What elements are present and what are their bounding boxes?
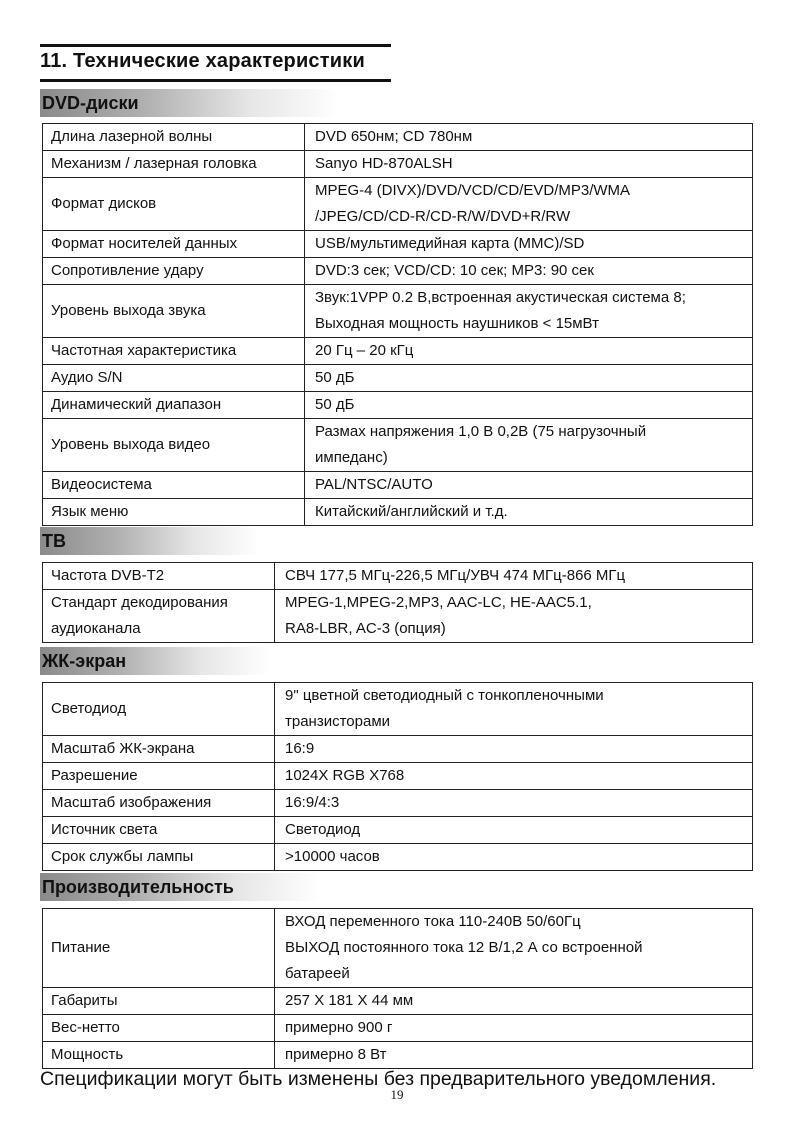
- table-row: [43, 258, 753, 285]
- table-row: [43, 909, 753, 988]
- table-row: [43, 763, 753, 790]
- section-heading-performance: Производительность: [40, 873, 320, 901]
- spec-label: Динамический диапазон: [43, 392, 305, 419]
- table-row: [43, 231, 753, 258]
- spec-value: [305, 419, 753, 472]
- spec-value: [305, 285, 753, 338]
- spec-value: PAL/NTSC/AUTO: [305, 472, 753, 499]
- spec-label: Длина лазерной волны: [43, 124, 305, 151]
- spec-value: примерно 8 Вт: [275, 1042, 753, 1069]
- spec-label: Частота DVB-T2: [43, 563, 275, 590]
- spec-table-tv: [42, 562, 753, 643]
- spec-value-line: Размах напряжения 1,0 В 0,2В (75 нагрузочный: [315, 423, 647, 440]
- spec-value-line: батареей: [285, 965, 350, 982]
- spec-value: >10000 часов: [275, 844, 753, 871]
- spec-value: [275, 909, 753, 988]
- spec-value: 1024X RGB X768: [275, 763, 753, 790]
- spec-label: Срок службы лампы: [43, 844, 275, 871]
- table-row: [43, 124, 753, 151]
- spec-value: 16:9: [275, 736, 753, 763]
- spec-label: Вес-нетто: [43, 1015, 275, 1042]
- spec-value: DVD 650нм; CD 780нм: [305, 124, 753, 151]
- table-row: [43, 590, 753, 643]
- spec-value: [275, 683, 753, 736]
- spec-value-line: /JPEG/CD/CD-R/CD-R/W/DVD+R/RW: [315, 208, 571, 225]
- spec-label: Разрешение: [43, 763, 275, 790]
- section-heading-dvd: DVD-диски: [40, 89, 340, 117]
- spec-value: 50 дБ: [305, 365, 753, 392]
- spec-value: СВЧ 177,5 МГц-226,5 МГц/УВЧ 474 МГц-866 МГц: [275, 563, 753, 590]
- title-rule-top: [40, 44, 391, 47]
- table-row: [43, 817, 753, 844]
- footer-note: Спецификации могут быть изменены без предварительного уведомления.: [40, 1068, 717, 1090]
- title-rule-bottom: [40, 79, 391, 82]
- spec-label: Питание: [43, 909, 275, 988]
- spec-value: Светодиод: [275, 817, 753, 844]
- table-row: [43, 285, 753, 338]
- spec-value: Sanyo HD-870ALSH: [305, 151, 753, 178]
- spec-label: Источник света: [43, 817, 275, 844]
- spec-label: Габариты: [43, 988, 275, 1015]
- spec-value: Китайский/английский и т.д.: [305, 499, 753, 526]
- table-row: [43, 988, 753, 1015]
- table-row: [43, 1015, 753, 1042]
- spec-label: Светодиод: [43, 683, 275, 736]
- spec-value-line: ВХОД переменного тока 110-240В 50/60Гц: [285, 913, 581, 930]
- table-row: [43, 736, 753, 763]
- spec-value-line: Звук:1VPP 0.2 В,встроенная акустическая система 8;: [315, 289, 686, 306]
- table-row: [43, 1042, 753, 1069]
- spec-label: Сопротивление удару: [43, 258, 305, 285]
- spec-label: Язык меню: [43, 499, 305, 526]
- section-heading-lcd: ЖК-экран: [40, 647, 270, 675]
- spec-value-line: транзисторами: [285, 713, 391, 730]
- spec-label: Частотная характеристика: [43, 338, 305, 365]
- spec-value: [275, 590, 753, 643]
- spec-value: 257 X 181 X 44 мм: [275, 988, 753, 1015]
- table-row: [43, 178, 753, 231]
- spec-table-lcd: [42, 682, 753, 871]
- table-row: [43, 790, 753, 817]
- spec-label: Механизм / лазерная головка: [43, 151, 305, 178]
- table-row: [43, 472, 753, 499]
- spec-value: DVD:3 сек; VCD/CD: 10 сек; MP3: 90 сек: [305, 258, 753, 285]
- spec-label-line: Стандарт декодирования: [51, 594, 228, 611]
- spec-value-line: MPEG-4 (DIVX)/DVD/VCD/CD/EVD/MP3/WMA: [315, 182, 631, 199]
- table-row: [43, 499, 753, 526]
- spec-label: Видеосистема: [43, 472, 305, 499]
- spec-value-line: MPEG-1,MPEG-2,MP3, AAC-LC, HE-AAC5.1,: [285, 594, 592, 611]
- spec-value: 16:9/4:3: [275, 790, 753, 817]
- table-row: [43, 844, 753, 871]
- spec-value-line: Выходная мощность наушников < 15мВт: [315, 315, 599, 332]
- spec-value: примерно 900 г: [275, 1015, 753, 1042]
- spec-value-line: ВЫХОД постоянного тока 12 В/1,2 А со встроенной: [285, 939, 643, 956]
- table-row: [43, 151, 753, 178]
- spec-label: Масштаб ЖК-экрана: [43, 736, 275, 763]
- spec-value-line: импеданс): [315, 449, 388, 466]
- spec-value: 50 дБ: [305, 392, 753, 419]
- table-row: [43, 683, 753, 736]
- spec-label: Формат носителей данных: [43, 231, 305, 258]
- table-row: [43, 563, 753, 590]
- table-row: [43, 338, 753, 365]
- spec-label: Масштаб изображения: [43, 790, 275, 817]
- spec-label: [43, 590, 275, 643]
- spec-table-performance: [42, 908, 753, 1069]
- page-title: 11. Технические характеристики: [40, 50, 365, 72]
- page-number: 19: [390, 1087, 404, 1102]
- spec-label-line: аудиоканала: [51, 620, 141, 637]
- spec-value: [305, 178, 753, 231]
- spec-label: Уровень выхода звука: [43, 285, 305, 338]
- spec-table-dvd: [42, 123, 753, 526]
- spec-label: Формат дисков: [43, 178, 305, 231]
- spec-label: Аудио S/N: [43, 365, 305, 392]
- spec-value-line: RA8-LBR, AC-3 (опция): [285, 620, 446, 637]
- table-row: [43, 419, 753, 472]
- table-row: [43, 392, 753, 419]
- spec-label: Уровень выхода видео: [43, 419, 305, 472]
- spec-value: USB/мультимедийная карта (MMC)/SD: [305, 231, 753, 258]
- spec-value-line: 9" цветной светодиодный с тонкопленочными: [285, 687, 604, 704]
- table-row: [43, 365, 753, 392]
- spec-value: 20 Гц – 20 кГц: [305, 338, 753, 365]
- section-heading-tv: ТВ: [40, 527, 260, 555]
- spec-label: Мощность: [43, 1042, 275, 1069]
